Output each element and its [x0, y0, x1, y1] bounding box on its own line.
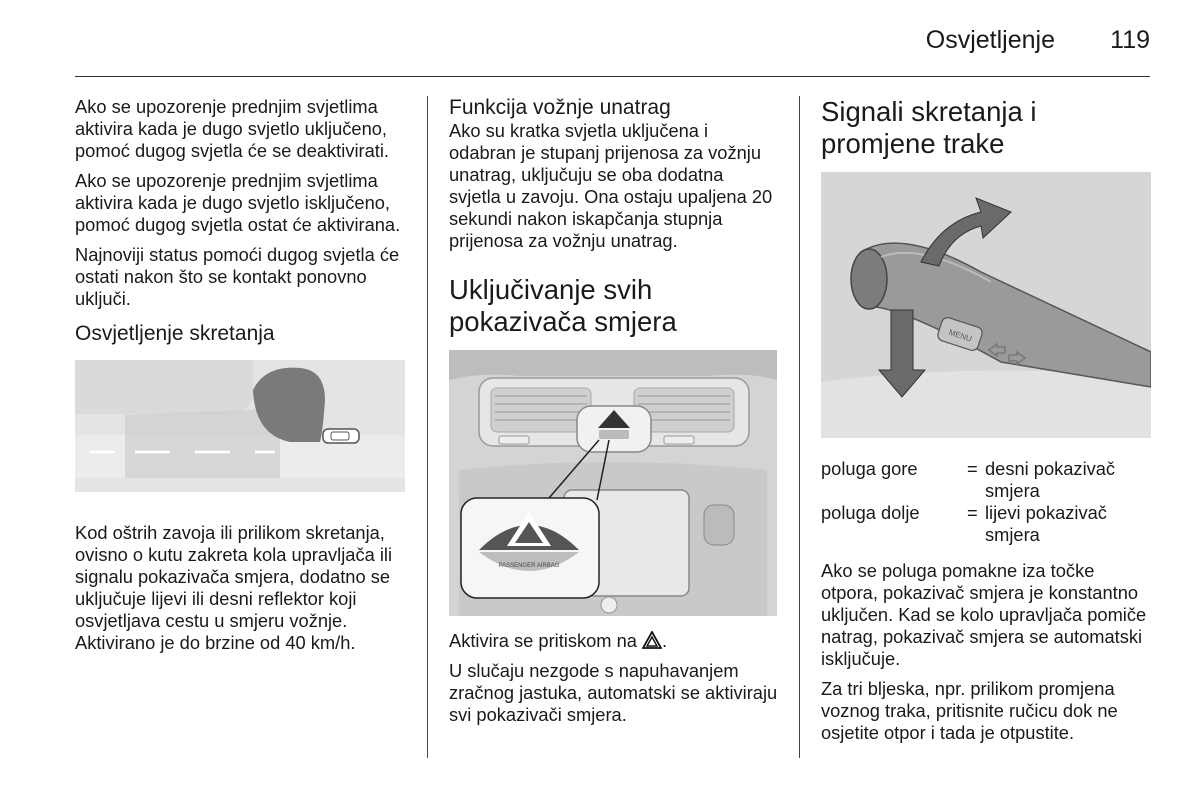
def-description: lijevi pokazivač smjera: [985, 502, 1107, 545]
cornering-light-illustration: [75, 360, 405, 492]
column-divider: [799, 96, 800, 758]
section-heading: Osvjetljenje skretanja: [75, 322, 275, 345]
page-number: 119: [1110, 26, 1150, 54]
def-separator: =: [967, 458, 978, 479]
paragraph-text: Aktivira se pritiskom na: [449, 630, 637, 651]
page-header: [75, 0, 1150, 77]
airbag-label: PASSENGER AIRBAG: [498, 563, 560, 569]
menu-label: MENU: [947, 327, 973, 344]
column-3: [821, 96, 1151, 752]
column-divider: [427, 96, 428, 758]
paragraph: [449, 630, 779, 652]
paragraph-end: .: [662, 630, 668, 651]
paragraph: U slučaju nezgode s napuhavanjem zračnog jastuka, automatski se aktiviraju svi pokazivači smjera.: [449, 660, 778, 725]
paragraph: Ako su kratka svjetla uključena i odabran je stupanj prijenosa za vožnju unatrag, uključuju se oba dodatna svjetla u zavoju. Ona ostaju upaljena 20 sekundi nakon iskapčanja stupnja prijenosa za vožnju unatrag.: [449, 120, 773, 251]
def-description: desni pokazivač smjera: [985, 458, 1116, 501]
paragraph: Kod oštrih zavoja ili prilikom skretanja, ovisno o kutu zakreta kola upravljača ili signalu pokazivača smjera, dodatno se uključuje lijevi ili desni reflektor koji osvjetljava cestu u smjeru vožnje. Aktivirano je do brzine od 40 km/h.: [75, 522, 393, 653]
page-title: Osvjetljenje: [925, 26, 1055, 54]
paragraph: Ako se upozorenje prednjim svjetlima aktivira kada je dugo svjetlo uključeno, pomoć dugog svjetla će se deaktivirati.: [75, 96, 389, 161]
paragraph: Najnoviji status pomoći dugog svjetla će ostati nakon što se kontakt ponovno uključi.: [75, 244, 400, 309]
column-2: [449, 96, 779, 734]
def-term: poluga dolje: [821, 502, 920, 523]
definition-list: [821, 458, 1151, 546]
section-heading: Signali skretanja i promjene trake: [821, 96, 1037, 159]
turn-signal-lever-illustration: [821, 172, 1151, 438]
paragraph: Ako se poluga pomakne iza točke otpora, pokazivač smjera je konstantno uključen. Kad se kolo upravljača pomiče natrag, pokazivač smjera se automatski isključuje.: [821, 560, 1147, 669]
section-heading: Uključivanje svih pokazivača smjera: [449, 274, 677, 337]
hazard-switch-illustration: [449, 350, 777, 616]
def-term: poluga gore: [821, 458, 918, 479]
def-separator: =: [967, 502, 978, 523]
column-1: [75, 96, 407, 662]
section-heading: Funkcija vožnje unatrag: [449, 96, 671, 119]
paragraph: Za tri bljeska, npr. prilikom promjena voznog traka, pritisnite ručicu dok ne osjetite otpor i tada je otpustite.: [821, 678, 1118, 743]
hazard-warning-icon: [642, 631, 662, 649]
paragraph: Ako se upozorenje prednjim svjetlima aktivira kada je dugo svjetlo isključeno, pomoć dugog svjetla ostat će aktivirana.: [75, 170, 401, 235]
